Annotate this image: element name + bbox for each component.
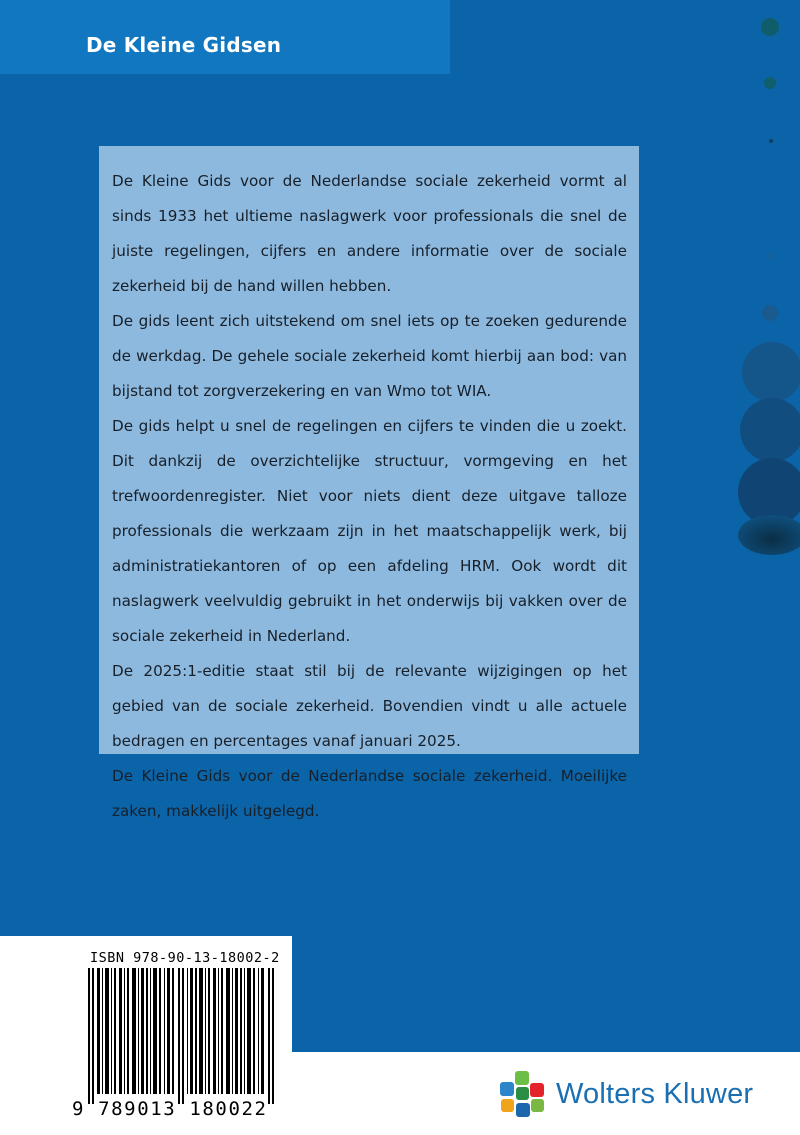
description-panel	[99, 146, 639, 820]
isbn-label: ISBN 978-90-13-18002-2	[90, 950, 280, 966]
description-paragraph: De gids leent zich uitstekend om snel iets op te zoeken gedurende de werkdag. De gehele sociale zekerheid komt hierbij aan bod: van bijstand tot zorgverzekering en van Wmo tot WIA.	[112, 312, 627, 400]
publisher-name: Wolters Kluwer	[556, 1078, 754, 1110]
description-paragraph: De Kleine Gids voor de Nederlandse sociale zekerheid vormt al sinds 1933 het ultieme naslagwerk voor professionals die snel de juiste regelingen, cijfers en andere informatie over de sociale zekerheid bij de hand willen hebben.	[112, 172, 627, 295]
barcode-digits: 9 789013 180022	[72, 1098, 268, 1120]
description-paragraph: De 2025:1-editie staat stil bij de relevante wijzigingen op het gebied van de sociale zekerheid. Bovendien vindt u alle actuele bedragen en percentages vanaf januari 2025.	[112, 662, 627, 750]
barcode-image	[88, 968, 278, 1108]
series-title: De Kleine Gidsen	[86, 33, 282, 57]
description-paragraph: De Kleine Gids voor de Nederlandse sociale zekerheid. Moeilijke zaken, makkelijk uitgelegd.	[112, 767, 627, 820]
wolters-kluwer-logo-icon	[499, 1071, 547, 1119]
description-paragraph: De gids helpt u snel de regelingen en cijfers te vinden die u zoekt. Dit dankzij de overzichtelijke structuur, vormgeving en het trefwoordenregister. Niet voor niets dient deze uitgave talloze professionals die werkzaam zijn in het maatschappelijk werk, bij administratiekantoren of op een afdeling HRM. Ook wordt dit naslagwerk veelvuldig gebruikt in het onderwijs bij vakken over de sociale zekerheid in Nederland.	[112, 417, 627, 645]
